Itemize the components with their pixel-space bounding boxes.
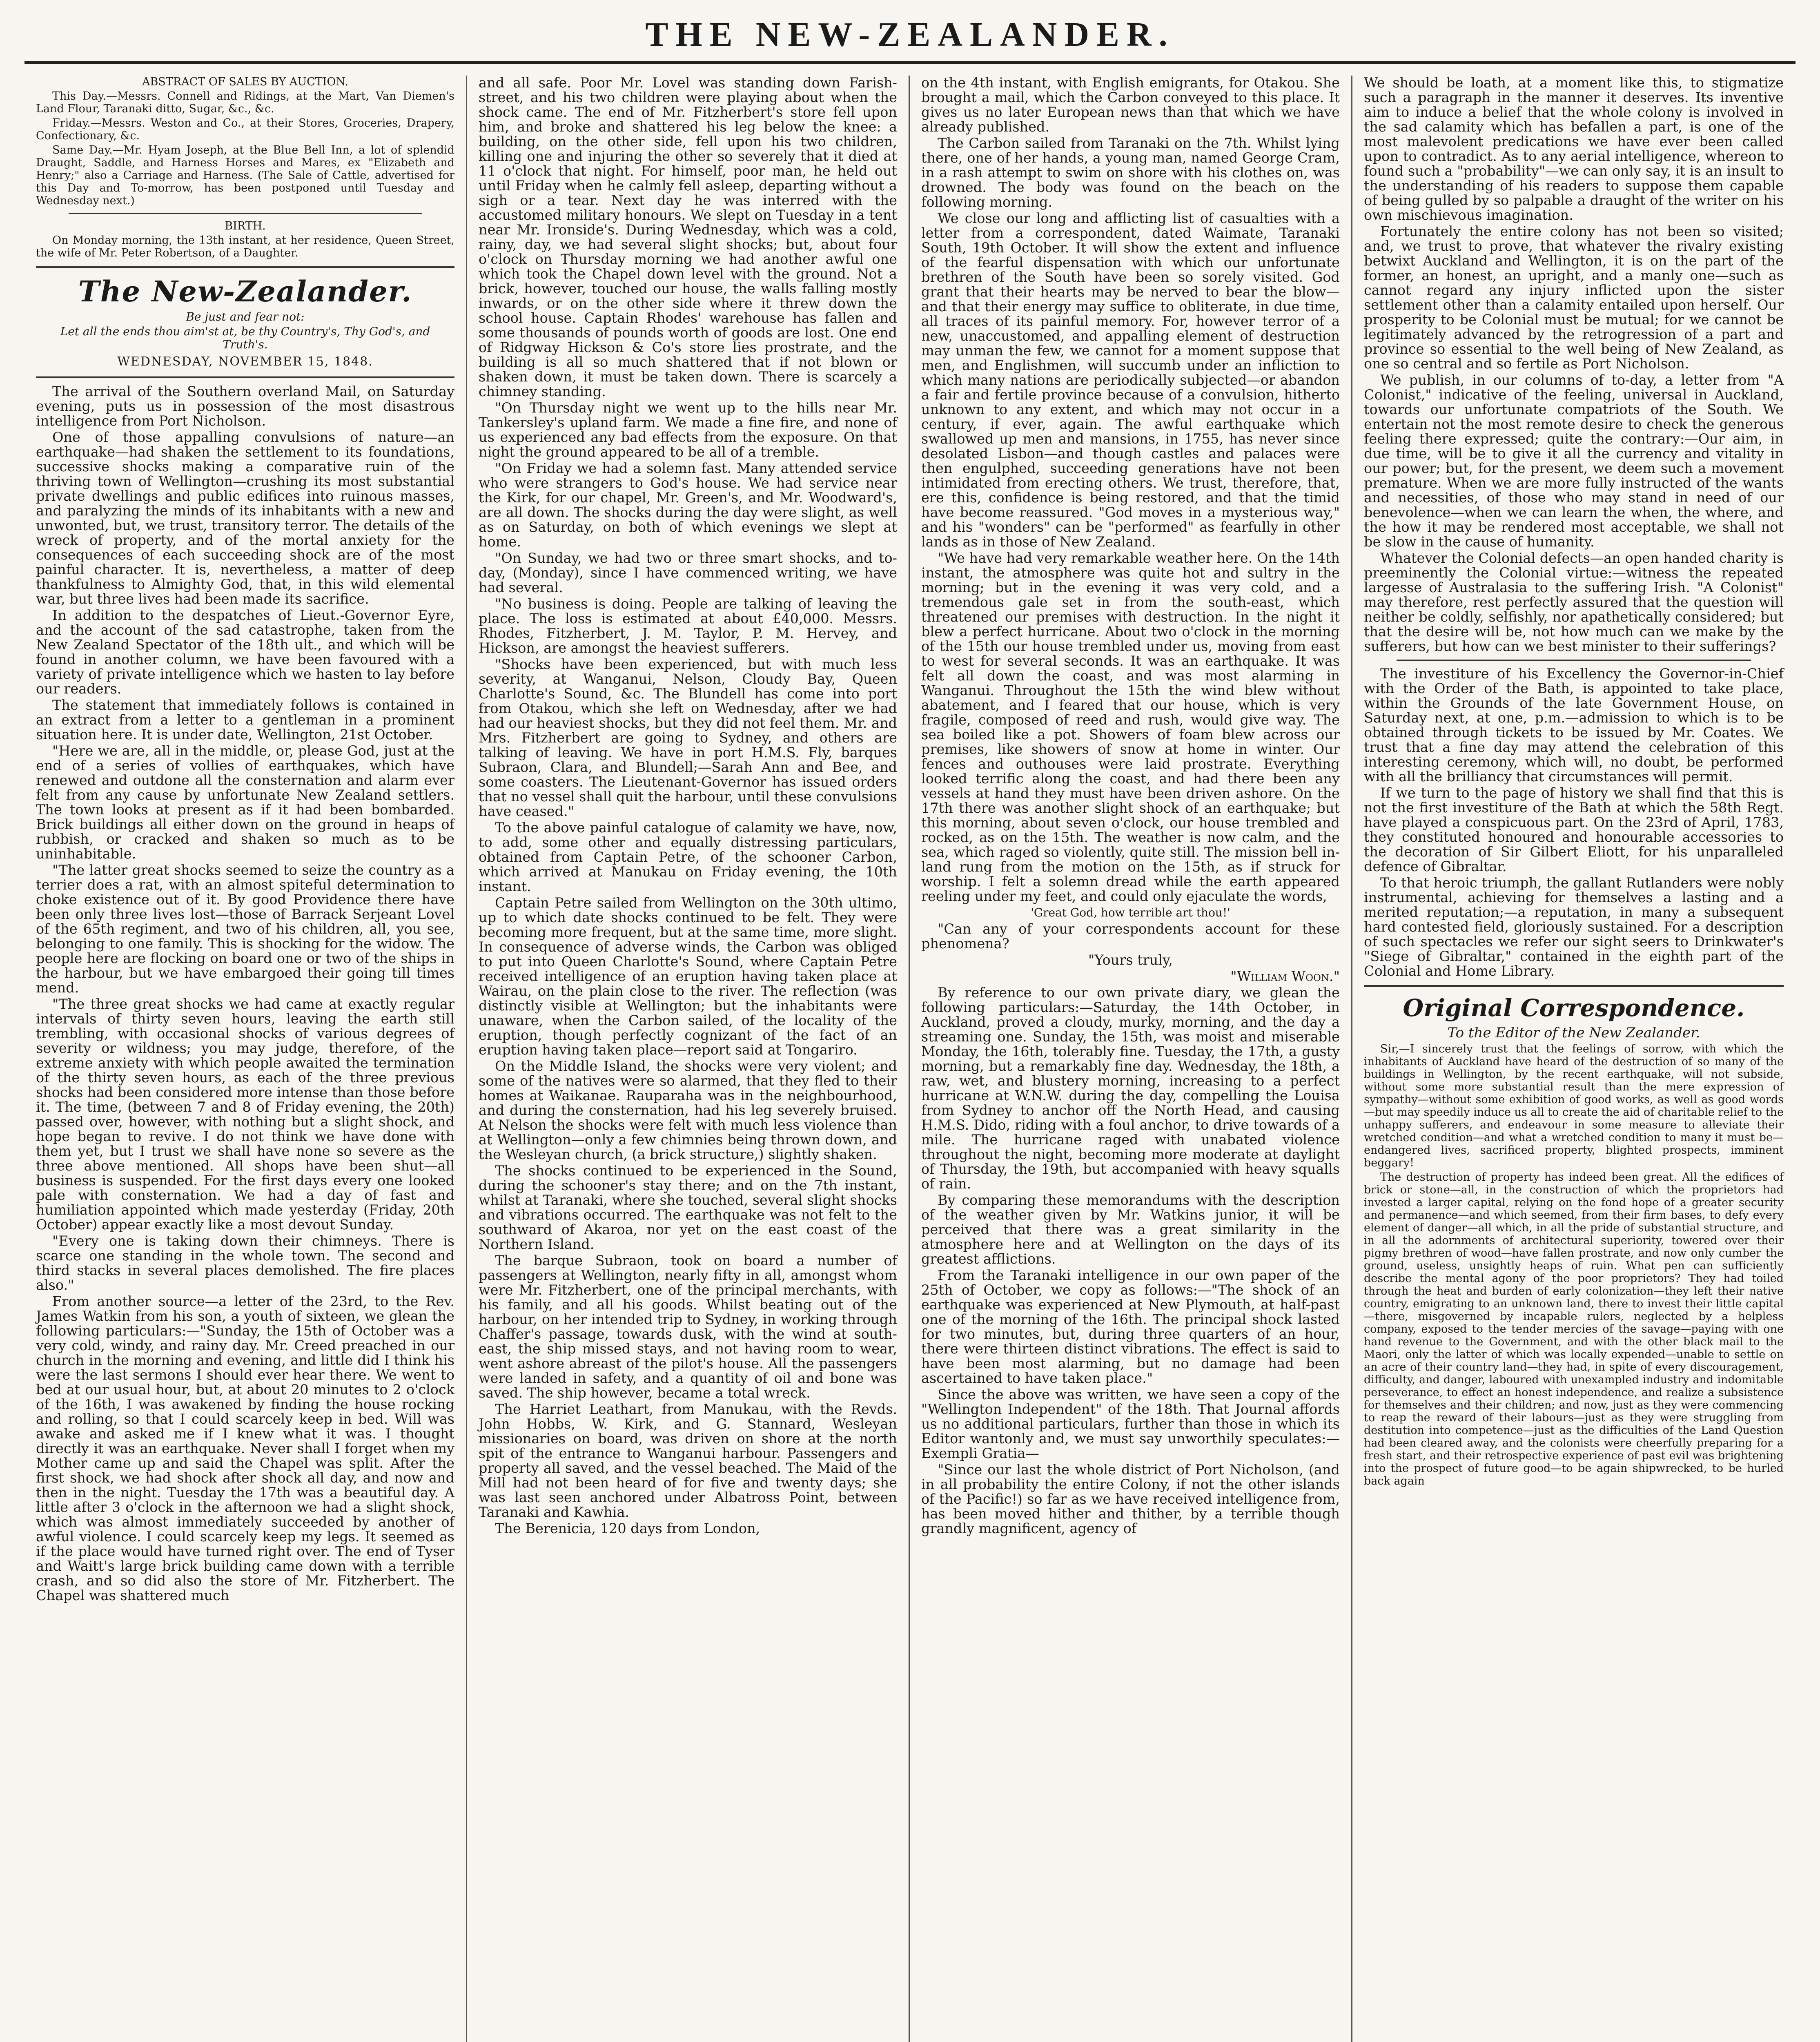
- paragraph: Fortunately the entire colony has not been so visited; and, we trust to prove, that whatever the rivalry existing betwixt Auckland and Wellington, it is on the part of the former, an honest, an upright, and a manly one—such as cannot regard any injury inflicted upon the sister settlement other than a calamity entailed upon herself. Our prosperity to be Colonial must be mutual; for we cannot be legitimately advanced by the retrogression of a part and province so essential to the well being of New Zealand, as one so central and so fertile as Port Nicholson.: [1364, 223, 1784, 372]
- divider: [36, 376, 454, 378]
- newspaper-title: THE NEW-ZEALANDER.: [645, 16, 1175, 54]
- sales-heading: ABSTRACT OF SALES BY AUCTION.: [142, 76, 349, 88]
- paragraph: To the above painful catalogue of calamity we have, now, to add, some other and equally distressing particulars, obtained from Captain Petre, of the schooner Carbon, which arrived at Manukau on Friday evening, the 10th instant.: [479, 820, 897, 894]
- paragraph: From another source—a letter of the 23rd, to the Rev. James Watkin from his son, a youth of sixteen, we glean the following particulars:—"Sunday, the 15th of October was a very cold, windy, and rainy day. Mr. Creed preached in our church in the morning and evening, and little did I think his were the last sermons I should ever hear there. We went to bed at our usual hour, but, at about 20 minutes to 2 o'clock of the 16th, I was awakened by finding the house rocking and rolling, so that I could scarcely keep in bed. Will was awake and asked me if I knew what it was. I thought directly it was an earthquake. Never shall I forget when my Mother came up and said the Chapel was split. After the first shock, we had shock after shock all day, and now and then in the night. Tuesday the 17th was a beautiful day. A little after 3 o'clock in the afternoon we had a slight shock, which was almost immediately succeeded by another of awful violence. I could scarcely keep my legs. It seemed as if the place would have turned right over. The end of Tyser and Waitt's large brick building came down with a terrible crash, and so did also the store of Mr. Fitzherbert. The Chapel was shattered much: [36, 1293, 454, 1603]
- paragraph: "Every one is taking down their chimneys. There is scarce one standing in the whole town. The second and third stacks in several places demolished. The fire places also.": [36, 1233, 454, 1293]
- paragraph: on the 4th instant, with English emigrants, for Otakou. She brought a mail, which the Carbon conveyed to this place. It gives us no later European news than that which we have already published.: [921, 76, 1340, 135]
- paragraph: From the Taranaki intelligence in our own paper of the 25th of October, we copy as follows:—"The shock of an earthquake was experienced at New Plymouth, at half-past one of the morning of the 16th. The principal shock lasted for two minutes, but, during three quarters of an hour, there were thirteen distinct vibrations. The effect is said to have been most alarming, but no damage had been ascertained to have taken place.": [921, 1267, 1340, 1386]
- letter-paragraph: Sir,—I sincerely trust that the feelings of sorrow, with which the inhabitants of Auckland have heard of the destruction of so many of the buildings in Wellington, by the recent earthquake, will not subside, without some more substantial result than the mere expression of sympathy—without some exhibition of good works, as well as good words—but may speedily induce us all to create the aid of charitable relief to the unhappy sufferers, and endeavour in some measure to alleviate their wretched condition—and what a wretched condition to many it must be—endangered lives, sacrificed property, blighted prospects, imminent beggary!: [1364, 1043, 1784, 1169]
- paragraph: The Harriet Leathart, from Manukau, with the Revds. John Hobbs, W. Kirk, and G. Stannard, Wesleyan missionaries on board, was driven on shore at the north spit of the entrance to Wanganui harbour. Passengers and property all saved, and the vessel beached. The Maid of the Mill had not been heard of for five and twenty days; she was last seen anchored under Albatross Point, between Taranaki and Kawhia.: [479, 1401, 897, 1520]
- dateline: WEDNESDAY, NOVEMBER 15, 1848.: [117, 354, 373, 369]
- paragraph: The shocks continued to be experienced in the Sound, during the schooner's stay there; and on the 7th instant, whilst at Taranaki, where she touched, several slight shocks and vibrations occurred. The earthquake was not felt to the southward of Akaroa, nor yet on the east coast of the Northern Island.: [479, 1163, 897, 1252]
- paragraph: "We have had very remarkable weather here. On the 14th instant, the atmosphere was quite hot and sultry in the morning; but in the evening it was very cold, and a tremendous gale set in from the south-east, which threatened our premises with destruction. In the night it blew a perfect hurricane. About two o'clock in the morning of the 15th our house trembled under us, moving from east to west for several seconds. It was an earthquake. It was felt all down the coast, and was most alarming in Wanganui. Throughout the 15th the wind blew without abatement, and I feared that our house, which is very fragile, composed of reed and rush, would give way. The sea boiled like a pot. Showers of foam blew across our premises, like showers of snow at home in winter. Our fences and outhouses were laid prostrate. Everything looked terrific along the coast, and had there been any vessels at hand they must have been driven ashore. On the 17th there was another slight shock of an earthquake; but this morning, about seven o'clock, our house trembled and rocked, as on the 15th. The weather is now calm, and the sea, which raged so violently, quite still. The mission bell in-land rung from the motion on the 15th, as if struck for worship. I felt a solemn dread while the earth appeared reeling under my feet, and could only ejaculate the words,: [921, 550, 1340, 904]
- paper-title: The New-Zealander.: [78, 274, 412, 308]
- paragraph: By reference to our own private diary, we glean the following particulars:—Saturday, the 14th October, in Auckland, proved a cloudy, murky, morning, and the day a streaming one. Sunday, the 15th, was moist and miserable Monday, the 16th, tolerably fine. Tuesday, the 17th, a gusty morning, but a remarkably fine day. Wednesday, the 18th, a raw, wet, and blustery morning, increasing to a perfect hurricane at W.N.W. during the day, compelling the Louisa from Sydney to anchor off the North Head, and causing H.M.S. Dido, riding with a foul anchor, to drive towards of a mile. The hurricane raged with unabated violence throughout the night, becoming more moderate at daylight of Thursday, the 19th, but accompanied with heavy squalls of rain.: [921, 985, 1340, 1192]
- paragraph: Captain Petre sailed from Wellington on the 30th ultimo, up to which date shocks continued to be felt. They were becoming more frequent, but at the same time, more slight. In consequence of adverse winds, the Carbon was obliged to put into Queen Charlotte's Sound, where Captain Petre received intelligence of an eruption having taken place at Wairau, on the plain close to the river. The reflection (was distinctly visible at Wellington; but the inhabitants were unaware, when the Carbon sailed, of the locality of the eruption, though perfectly cognizant of the fact of an eruption having taken place—report said at Tongariro.: [479, 895, 897, 1058]
- paragraph: "No business is doing. People are talking of leaving the place. The loss is estimated at about £40,000. Messrs. Rhodes, Fitzherbert, J. M. Taylor, P. M. Hervey, and Hickson, are amongst the heaviest sufferers.: [479, 596, 897, 656]
- paragraph: Whatever the Colonial defects—an open handed charity is preeminently the Colonial virtue:—witness the repeated largesse of Australasia to the suffering Irish. "A Colonist" may therefore, rest perfectly assured that the question will neither be coldly, selfishly, nor apathetically considered; but that the desire will be, not how much can we make by the sufferers, but how can we best minister to their sufferings?: [1364, 550, 1784, 654]
- paragraph: The Berenicia, 120 days from London,: [495, 1520, 760, 1536]
- divider: [36, 266, 454, 268]
- paragraph: On the Middle Island, the shocks were very violent; and some of the natives were so alarmed, that they fled to their homes at Waikanae. Rauparaha was in the neighbourhood, and during the consternation, had his leg severely bruised. At Nelson the shocks were felt with much less violence than at Wellington—only a few chimnies being thrown down, and the Wesleyan church, (a brick structure,) slightly shaken.: [479, 1058, 897, 1162]
- birth-notice: On Monday morning, the 13th instant, at her residence, Queen Street, the wife of Mr. Peter Robertson, of a Daughter.: [36, 234, 454, 259]
- paragraph: We should be loath, at a moment like this, to stigmatize such a paragraph in the manner it deserves. Its inventive aim to induce a belief that the whole colony is involved in the sad calamity which has befallen a part, is one of the most malevolent predications we have ever been called upon to contradict. As to any aerial intelligence, whereon to found such a "probability"—we can only say, it is an insult to the understanding of his readers to suppose them capable of being gulled by so palpable a draught of the writer on his own mischievous imagination.: [1364, 76, 1784, 223]
- masthead-rule: [25, 61, 1795, 64]
- sales-list: [36, 90, 454, 207]
- paragraph: Since the above was written, we have seen a copy of the "Wellington Independent" of the 18th. That Journal affords us no additional particulars, further than those in which its Editor wantonly and, we must say unworthily speculates:—Exempli Gratia—: [921, 1387, 1340, 1461]
- paragraph: By comparing these memorandums with the description of the weather given by Mr. Watkins junior, it will be perceived that there was a great similarity in the atmosphere here and at Wellington on the days of its greatest afflictions.: [921, 1192, 1340, 1267]
- letter-paragraph: The destruction of property has indeed been great. All the edifices of brick or stone—all, in the construction of which the proprietors had invested a larger capital, relying on the fond hope of a greater security and permanence—and which seemed, from their firm bases, to defy every element of danger—all which, in all the pride of substantial structure, and in all the adornments of architectural superiority, towered over their pigmy brethren of wood—have fallen prostrate, and now only cumber the ground, useless, unsightly heaps of ruin. What pen can sufficiently describe the mental agony of the poor proprietors? They had toiled through the heat and burden of early colonization—they left their native country, emigrating to an unknown land, there to invest their little capital—there, misgoverned by incapable rulers, neglected by a helpless company, exposed to the tender mercies of the savage—paying with one hand revenue to the Government, and with the other black mail to the Maori, only the latter of which was locally expended—unable to settle on an acre of their country land—they had, in spite of every discouragement, difficulty, and danger, laboured with unexampled industry and indomitable perseverance, to effect an honest independence, and realize a subsistence for themselves and their children; and now, just as they were commencing to reap the reward of their labours—just as they were struggling from destitution into competence—just as the difficulties of the Land Question had been cleared away, and the colonists were cheerfully preparing for a fresh start, and their retrospective experience of past evil was brightening into the prospect of future good—to be again shipwrecked, to be hurled back again: [1364, 1171, 1784, 1487]
- motto-line-2: Let all the ends thou aim'st at, be thy Country's, Thy God's, and Truth's.: [60, 325, 430, 351]
- masthead: [25, 12, 1795, 61]
- paragraph: We close our long and afflicting list of casualties with a letter from a correspondent, dated Waimate, Taranaki South, 19th October. It will show the extent and influence of the fearful dispensation with which our unfortunate brethren of the South have been so sorely visited. God grant that their hearts may be nerved to bear the blow—and that their energy may suffice to obliterate, in due time, all traces of its painful memory. For, however terror of a new, unaccustomed, and appalling element of destruction may unman the few, we cannot for a moment suppose that men, and Englishmen, will succumb under an infliction to which many nations are periodically subjected—or abandon a fair and fertile province because of a convulsion, hitherto unknown to any extent, and which may not occur in a century, if ever, again. The awful earthquake which swallowed up men and mansions, in 1755, has never since desolated Lisbon—and though castles and palaces were then engulphed, succeeding generations have not been intimidated from erecting others. We trust, therefore, that, ere this, confidence is being restored, and that the timid have become reassured. "God moves in a mysterious way," and his "wonders" can be "performed" as fearfully in other lands as in those of New Zealand.: [921, 210, 1340, 550]
- sales-item: Same Day.—Mr. Hyam Joseph, at the Blue Bell Inn, a lot of splendid Draught, Saddle, and Harness Horses and Mares, ex "Elizabeth and Henry;" also a Carriage and Harness. (The Sale of Cattle, advertised for this Day and To-morrow, has been postponed until Tuesday and Wednesday next.): [36, 144, 454, 207]
- paragraph: "Here we are, all in the middle, or, please God, just at the end of a series of vollies of earthquakes, which have renewed and outdone all the consternation and alarm ever felt from any cause by unfortunate New Zealand settlers. The town looks at present as if it had been bombarded. Brick buildings all either down on the ground in heaps of rubbish, or cracked and shaken so much as to be uninhabitable.: [36, 743, 454, 862]
- paragraph: In addition to the despatches of Lieut.-Governor Eyre, and the account of the sad catastrophe, taken from the New Zealand Spectator of the 18th ult., and which will be found in another column, we have been favoured with a variety of private intelligence which we hasten to lay before our readers.: [36, 607, 454, 697]
- column-3: [910, 76, 1352, 2042]
- column-4: [1352, 76, 1795, 2042]
- paragraph: "On Friday we had a solemn fast. Many attended service who were strangers to God's house. We had service near the Kirk, for our chapel, Mr. Green's, and Mr. Woodward's, are all down. The shocks during the day were slight, as well as on Saturday, on both of which evenings we slept at home.: [479, 460, 897, 550]
- divider: [1397, 660, 1751, 661]
- divider: [1364, 985, 1784, 987]
- motto-line-1: Be just and fear not:: [186, 310, 305, 323]
- paragraph: "Shocks have been experienced, but with much less severity, at Wanganui, Nelson, Cloudy Bay, Queen Charlotte's Sound, &c. The Blundell has come into port from Otakou, which she left on Wednesday, after we had had our heaviest shocks, but they did not feel them. Mr. and Mrs. Fitzherbert are going to Sydney, and others are talking of leaving. We have in port H.M.S. Fly, barques Subraon, Clara, and Blundell;—Sarah Ann and Bee, and some coasters. The Lieutenant-Governor has issued orders that no vessel shall quit the harbour, until these convulsions have ceased.": [479, 656, 897, 819]
- correspondence-heading: Original Correspondence.: [1403, 994, 1745, 1022]
- paragraph: and all safe. Poor Mr. Lovel was standing down Farish-street, and his two children were playing about when the shock came. The end of Mr. Fitzherbert's store fell upon him, and broke and shattered his leg below the knee: a building, on the other side, fell upon his two children, killing one and injuring the other so severely that it died at 11 o'clock that night. For himself, poor man, he held out until Friday when he calmly fell asleep, departing without a sigh or a tear. Next day he was interred with the accustomed military honours. We slept on Tuesday in a tent near Mr. Ironside's. During Wednesday, which was a cold, rainy, day, we had several slight shocks; but, about four o'clock on Thursday morning we had another awful one which took the Chapel down level with the ground. Not a brick, however, touched our house, the walls falling mostly inwards, or on the other side where it threw down the school house. Captain Rhodes' warehouse has fallen and some thousands of pounds worth of goods are lost. One end of Ridgway Hickson & Co's store lies prostrate, and the building is all so much shattered that if not blown or shaken down, it must be taken down. There is scarcely a chimney standing.: [479, 76, 897, 399]
- paragraph: One of those appalling convulsions of nature—an earthquake—had shaken the settlement to its foundations, successive shocks making a comparative ruin of the thriving town of Wellington—crushing its most substantial private dwellings and public edifices into ruinous masses, and paralyzing the minds of its inhabitants with a new and unwonted, but, we trust, transitory terror. The details of the wreck of property, and of the mortal anxiety for the consequences of each succeeding shock are of the most painful character. It is, nevertheless, a matter of deep thankfulness to Almighty God, that, in this wild elemental war, but three lives had been made its sacrifice.: [36, 429, 454, 607]
- paragraph: The barque Subraon, took on board a number of passengers at Wellington, nearly fifty in all, amongst whom were Mr. Fitzherbert, one of the principal merchants, with his family, and all his goods. Whilst beating out of the harbour, on her intended trip to Sydney, in working through Chaffer's passage, towards dusk, with the wind at south-east, the ship missed stays, and not having room to wear, went ashore abreast of the pilot's house. All the passengers were landed in safety, and a quantity of oil and bone was saved. The ship however, became a total wreck.: [479, 1253, 897, 1401]
- sales-item: This Day.—Messrs. Connell and Ridings, at the Mart, Van Diemen's Land Flour, Taranaki ditto, Sugar, &c., &c.: [36, 90, 454, 115]
- paragraph: We publish, in our columns of to-day, a letter from "A Colonist," indicative of the feeling, universal in Auckland, towards our unfortunate compatriots of the South. We entertain not the most remote desire to check the generous feeling there expressed; quite the contrary:—Our aim, in due time, will be to give it all the currency and vitality in our power; but, for the present, we deem such a movement premature. When we are more fully instructed of the wants and necessities, of those who may stand in need of our benevolence—when we can learn the when, the where, and the how it may be rendered most acceptable, we shall not be slow in the cause of humanity.: [1364, 372, 1784, 550]
- paragraph: "On Thursday night we went up to the hills near Mr. Tankersley's upland farm. We made a fine fire, and none of us experienced any bad effects from the exposure. On that night the ground appeared to be all of a tremble.: [479, 400, 897, 460]
- sales-item: Friday.—Messrs. Weston and Co., at their Stores, Groceries, Drapery, Confectionary, &c.: [36, 117, 454, 142]
- editorial-text: [36, 384, 454, 1603]
- column-1: [25, 76, 467, 2042]
- paragraph: To that heroic triumph, the gallant Rutlanders were nobly instrumental, achieving for themselves a lasting and a merited reputation;—a reputation, in many a subsequent hard contested field, gloriously sustained. For a description of such spectacles we refer our sight seers to Drinkwater's "Siege of Gibraltar," contained in the eighth part of the Colonial and Home Library.: [1364, 875, 1784, 979]
- paragraph: The Carbon sailed from Taranaki on the 7th. Whilst lying there, one of her hands, a young man, named George Cram, in a rash attempt to swim on shore with his clothes on, was drowned. The body was found on the beach on the following morning.: [921, 135, 1340, 210]
- page-columns: [25, 76, 1795, 2042]
- paragraph: "The three great shocks we had came at exactly regular intervals of thirty seven hours, leaving the earth still trembling, with occasional shocks of various degrees of severity or wildness; you may judge, therefore, of the extreme anxiety with which people awaited the termination of the thirty seven hours, as each of the three previous shocks had been considered more intense than those before it. The time, (between 7 and 8 of Friday evening, the 20th) passed over, however, with nothing but a slight shock, and hope began to revive. I do not think we have done with them yet, but I trust we shall have none so severe as the three above mentioned. All shops have been shut—all business is suspended. For the first days every one looked pale with consternation. We had a day of fast and humiliation appointed which made yesterday (Friday, 20th October) appear exactly like a most devout Sunday.: [36, 996, 454, 1233]
- letter-closing: "Yours truly,: [1088, 952, 1173, 968]
- correspondence-subheading: To the Editor of the New Zealander.: [1447, 1025, 1700, 1041]
- paragraph: "On Sunday, we had two or three smart shocks, and to-day, (Monday), since I have commenced writing, we have had several.: [479, 550, 897, 595]
- paragraph: "Can any of your correspondents account for these phenomena?: [921, 921, 1340, 952]
- quotation: 'Great God, how terrible art thou!': [1031, 906, 1230, 919]
- letter-signature: "William Woon.": [1230, 968, 1340, 984]
- paragraph: "The latter great shocks seemed to seize the country as a terrier does a rat, with an almost spiteful determination to choke existence out of it. By good Providence there have been only three lives lost—those of Barrack Serjeant Lovel of the 65th regiment, and two of his children, all, you see, belonging to one family. This is shocking for the widow. The people here are flocking on board one or two of the ships in the harbour, but we have embargoed their going till times mend.: [36, 862, 454, 996]
- divider: [69, 213, 422, 214]
- paragraph: The statement that immediately follows is contained in an extract from a letter to a gentleman in a prominent situation here. It is under date, Wellington, 21st October.: [36, 697, 454, 742]
- paragraph: The investiture of his Excellency the Governor-in-Chief with the Order of the Bath, is appointed to take place, within the Grounds of the late Government House, on Saturday next, at one, p.m.—admission to which is to be obtained through tickets to be issued by Mr. Coates. We trust that a fine day may attend the celebration of this interesting ceremony, which will, no doubt, be performed with all the brilliancy that circumstances will permit.: [1364, 666, 1784, 785]
- paragraph: If we turn to the page of history we shall find that this is not the first investiture of the Bath at which the 58th Regt. have played a conspicuous part. On the 23rd of April, 1783, they constituted honoured and honourable accessories to the decoration of Sir Gilbert Eliott, for his unparalleled defence of Gibraltar.: [1364, 785, 1784, 874]
- birth-heading: BIRTH.: [225, 220, 266, 232]
- paragraph: "Since our last the whole district of Port Nicholson, (and in all probability the entire Colony, if not the other islands of the Pacific!) so far as we have received intelligence from, has been moved hither and thither, by a terrible though grandly magnificent, agency of: [921, 1462, 1340, 1536]
- paragraph: The arrival of the Southern overland Mail, on Saturday evening, puts us in possession of the most disastrous intelligence from Port Nicholson.: [36, 383, 454, 429]
- column-2: [467, 76, 910, 2042]
